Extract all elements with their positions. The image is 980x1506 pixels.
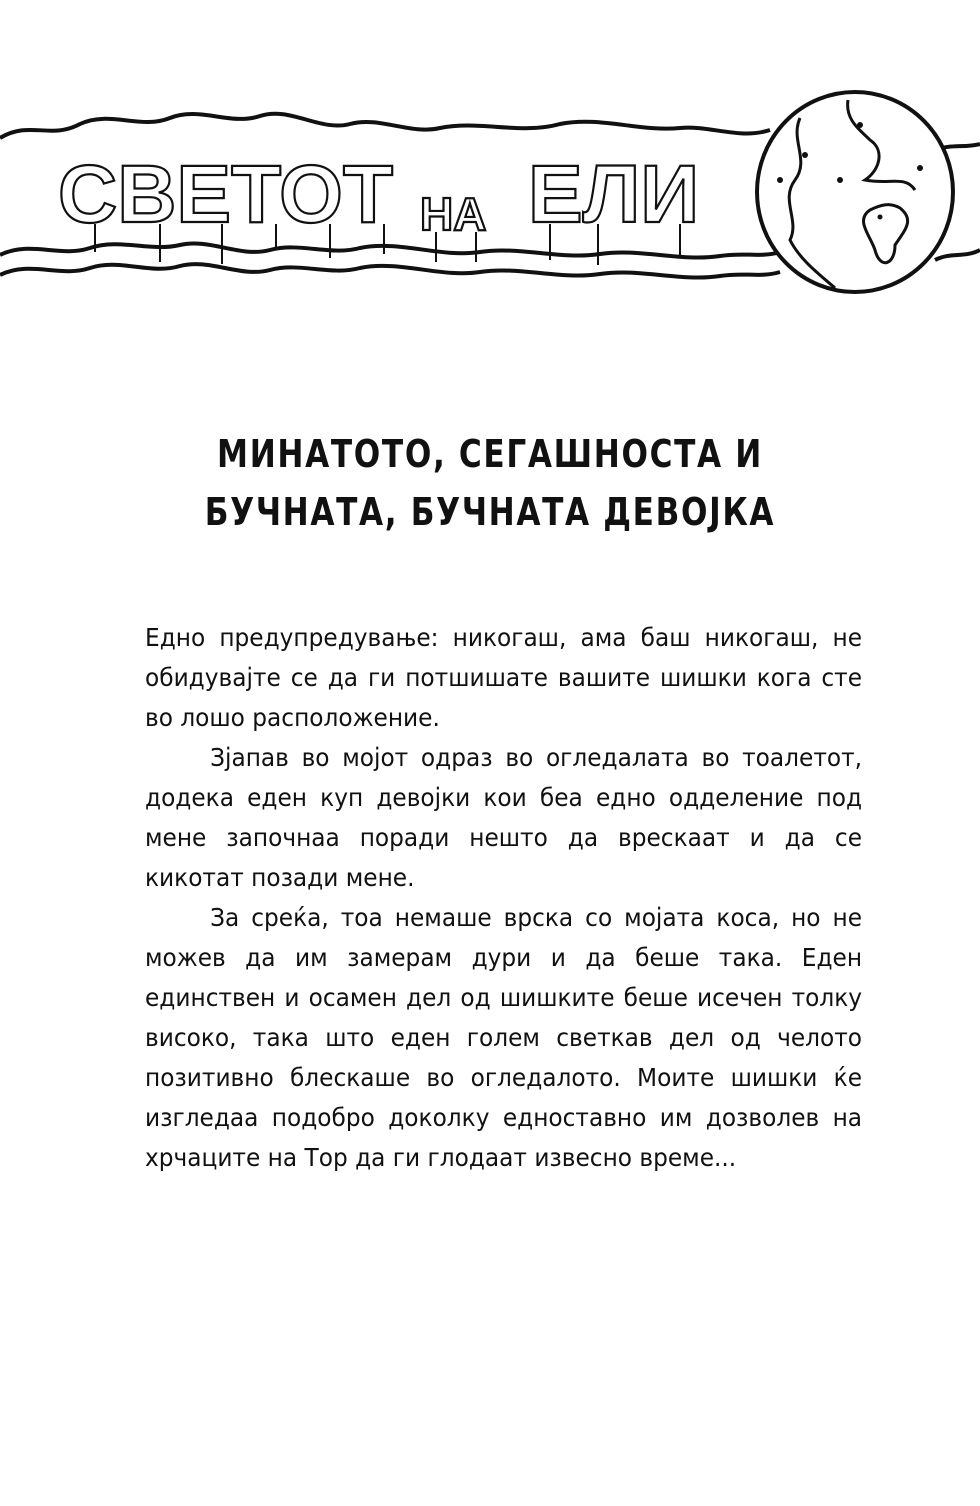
chapter-title xyxy=(88,425,892,541)
logo-letters xyxy=(58,149,699,240)
logo-word-main: СВЕТОТ xyxy=(58,149,394,240)
logo-word-small: НА xyxy=(420,188,487,240)
series-logo-banner xyxy=(0,80,980,320)
paragraph: Едно предупредување: никогаш, ама баш никогаш, не обидувајте се да ги потшишате вашите шишки кога сте во лошо расположение. xyxy=(145,623,863,732)
paragraph: За среќа, тоа немаше врска со мојата коса, но не можев да им замерам дури и да беше така. Еден единствен и осамен дел од шишките беше исечен толку високо, така што еден голем светкав дел од челото позитивно блескаше во огледалото. Моите шишки ќе изгледаа подобро доколку едноставно им дозволев на хрчаците на Тор да ги глодаат извесно време... xyxy=(145,903,863,1172)
globe-icon xyxy=(757,92,953,292)
paragraph: Зјапав во мојот одраз во огледалата во тоалетот, додека еден куп девојки кои беа едно одделение под мене започнаа поради нешто да врескаат и да се кикотат позади мене. xyxy=(145,743,863,892)
logo-word-name: ЕЛИ xyxy=(528,149,700,240)
chapter-title-line: БУЧНАТА, БУЧНАТА ДЕВОЈКА xyxy=(204,490,776,534)
chapter-title-line: МИНАТОТО, СЕГАШНОСТА И xyxy=(217,432,763,476)
chapter-body xyxy=(145,618,862,1178)
